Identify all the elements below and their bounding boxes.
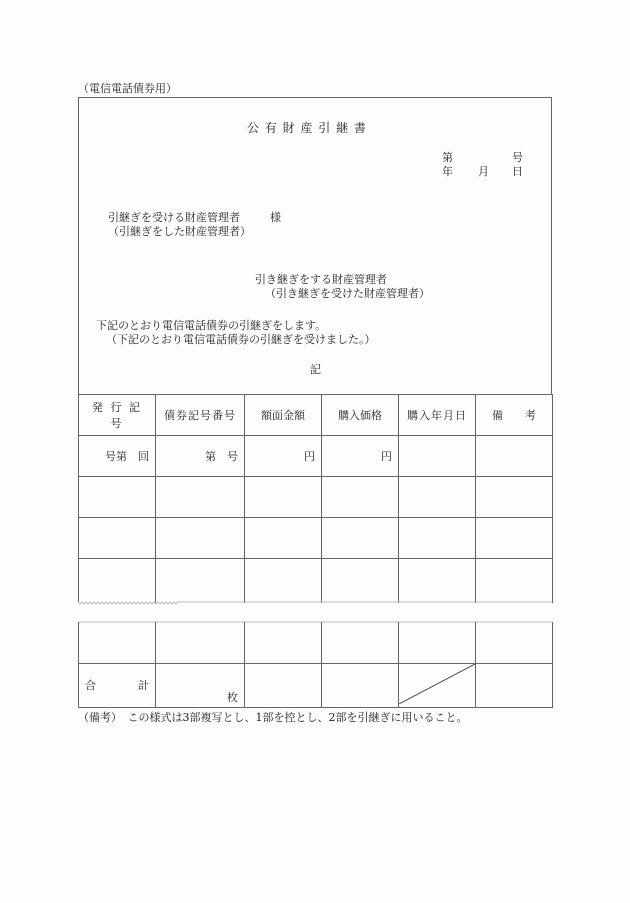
total-count-cell[interactable] <box>156 663 245 707</box>
remarks-note: （備考） この様式は3部複写とし、1部を控とし、2部を引継ぎに用いること。 <box>78 711 468 724</box>
cell[interactable] <box>399 477 476 518</box>
body-line-1: 下記のとおり電信電話債券の引継ぎをします。 <box>96 319 327 332</box>
table-row <box>79 436 553 477</box>
date-day: 日 <box>512 165 523 178</box>
cell-issue-code[interactable]: 号第 回 <box>79 436 156 477</box>
bond-table-continued <box>78 622 553 708</box>
form-label: （電信電話債券用） <box>78 82 177 95</box>
date-month: 月 <box>478 165 489 178</box>
total-label-right: 計 <box>138 679 149 692</box>
date-year: 年 <box>442 165 453 178</box>
recipient-name: 引継ぎを受ける財産管理者 <box>108 211 240 224</box>
recipient-honorific: 様 <box>270 211 281 224</box>
table-row <box>79 622 553 663</box>
table-row <box>79 518 553 559</box>
cell[interactable] <box>79 477 156 518</box>
cell[interactable] <box>476 518 553 559</box>
header-purchase-price: 購入価格 <box>322 395 399 436</box>
cell[interactable] <box>322 477 399 518</box>
total-row <box>79 663 553 707</box>
total-count-unit: 枚 <box>227 690 238 704</box>
cell-purchase-price[interactable]: 円 <box>322 436 399 477</box>
table-row <box>79 477 553 518</box>
header-remarks: 備 考 <box>476 395 553 436</box>
cell[interactable] <box>476 477 553 518</box>
total-remarks[interactable] <box>476 663 553 707</box>
sender-name: 引き継ぎをする財産管理者 <box>255 273 387 286</box>
recipient-alt: （引継ぎをした財産管理者） <box>108 225 251 238</box>
bond-table <box>78 394 553 609</box>
cell[interactable] <box>399 518 476 559</box>
number-prefix: 第 <box>442 151 453 164</box>
cell-remarks[interactable] <box>476 436 553 477</box>
cell-face-value[interactable]: 円 <box>245 436 322 477</box>
sender-alt: （引き継ぎを受けた財産管理者） <box>265 287 430 300</box>
header-face-value: 額面金額 <box>245 395 322 436</box>
cell-bond-number[interactable]: 第 号 <box>156 436 245 477</box>
cell[interactable] <box>245 622 322 663</box>
cell[interactable] <box>322 518 399 559</box>
cell-purchase-date[interactable] <box>399 436 476 477</box>
table-header-row <box>79 395 553 436</box>
cell[interactable] <box>476 622 553 663</box>
cell[interactable] <box>79 518 156 559</box>
total-face-value[interactable] <box>245 663 322 707</box>
cell[interactable] <box>156 518 245 559</box>
total-label-cell <box>79 663 156 707</box>
header-purchase-date: 購入年月日 <box>399 395 476 436</box>
cell[interactable] <box>79 622 156 663</box>
ki-label: 記 <box>310 363 321 376</box>
cell[interactable] <box>156 477 245 518</box>
total-date-crossed <box>399 663 476 707</box>
cell[interactable] <box>245 477 322 518</box>
break-wave-top <box>78 601 552 605</box>
total-label-left: 合 <box>85 679 96 692</box>
header-bond-number: 債券記号番号 <box>156 395 245 436</box>
cell[interactable] <box>399 622 476 663</box>
document-title: 公 有 財 産 引 継 書 <box>247 121 367 135</box>
header-issue-code: 発 行 記 号 <box>79 395 156 436</box>
body-line-2: （下記のとおり電信電話債券の引継ぎを受けました。） <box>106 333 376 346</box>
cell[interactable] <box>156 622 245 663</box>
table-break-gap <box>70 603 560 620</box>
diagonal-strike <box>399 664 475 704</box>
number-suffix: 号 <box>512 151 523 164</box>
document-header-box <box>78 97 552 394</box>
cell[interactable] <box>322 622 399 663</box>
total-purchase-price[interactable] <box>322 663 399 707</box>
cell[interactable] <box>245 518 322 559</box>
